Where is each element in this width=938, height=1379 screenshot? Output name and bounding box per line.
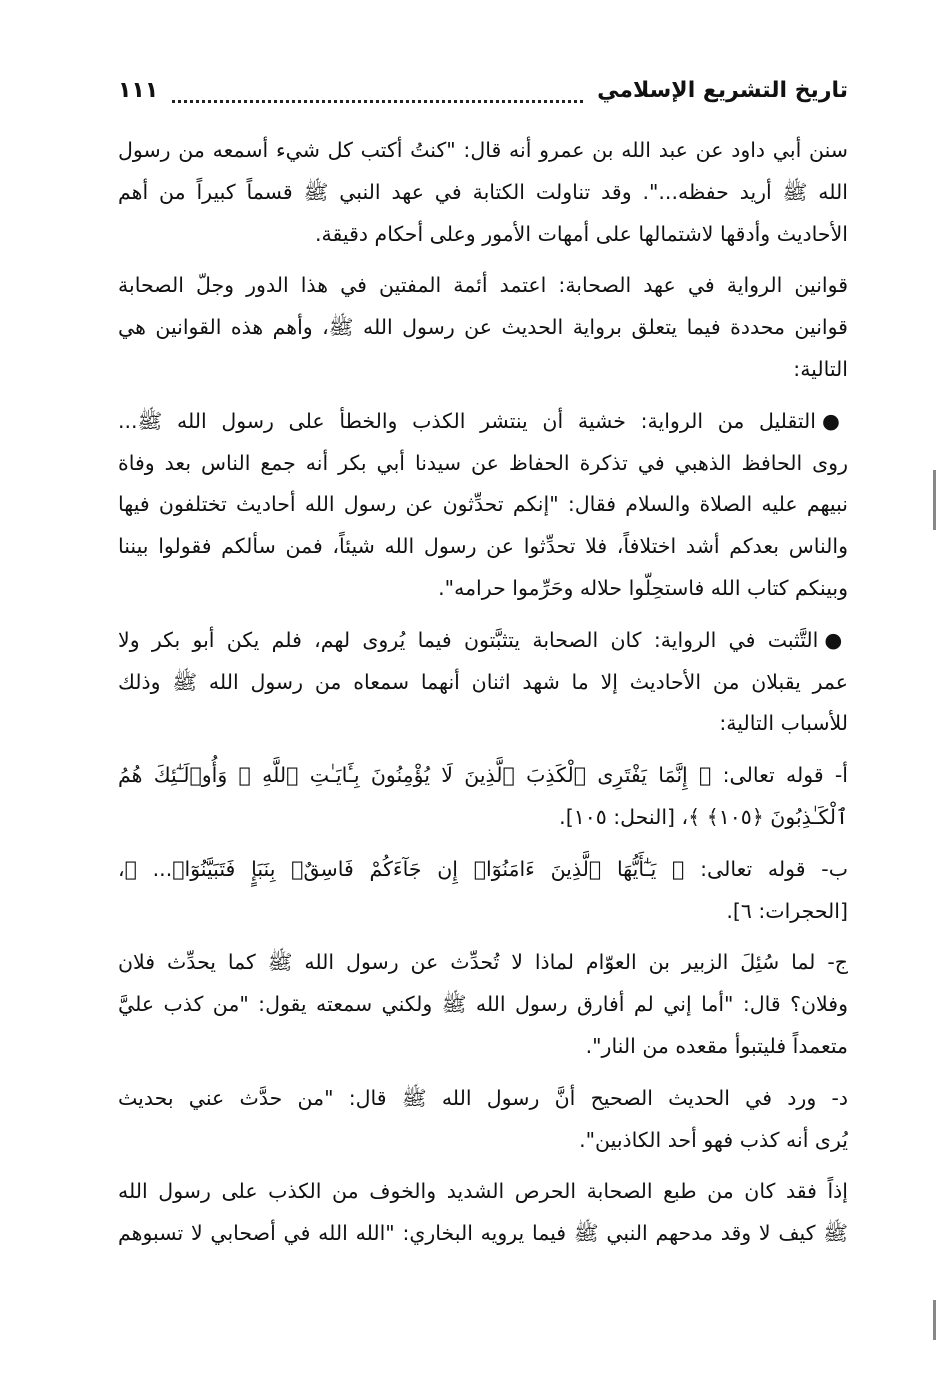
scan-edge-mark [933, 470, 936, 530]
reason-c [118, 942, 848, 1067]
text-line: ٱلْكَـٰذِبُونَ ﴿١٠٥﴾ ﴾، [النحل: ١٠٥]. [559, 804, 848, 829]
text-line: ﷺ كيف لا وقد مدحهم النبي ﷺ فيما يرويه البخاري: "الله الله في أصحابي لا تسبوهم [118, 1221, 848, 1246]
text-line: الله ﷺ أريد حفظه...". وقد تناولت الكتابة في عهد النبي ﷺ قسماً كبيراً من أهم [118, 179, 848, 204]
text-line [118, 401, 848, 443]
text-line: سنن أبي داود عن عبد الله بن عمرو أنه قال: "كنتُ أكتب كل شيء أسمعه من رسول [118, 138, 848, 162]
paragraph-verification [118, 620, 848, 745]
text-line: ب- قوله تعالى: ﴿ يَـٰٓأَيُّهَا ٱلَّذِينَ ءَامَنُوٓا۟ إِن جَآءَكُمْ فَاسِقٌۢ بِنَبَإٍ فَتَبَيَّنُوٓا۟... ﴾، [118, 856, 848, 881]
scan-edge-mark [933, 1300, 936, 1340]
body-text [118, 130, 848, 1255]
text-line: نبيهم عليه الصلاة والسلام فقال: "إنكم تحدِّثون عن رسول الله أحاديث تختلفون فيها [118, 492, 848, 517]
reason-b [118, 849, 848, 933]
text-line: التالية: [793, 356, 848, 381]
paragraph-reducing-narration [118, 401, 848, 610]
text-line [118, 620, 848, 662]
bullet-icon: ● [824, 627, 848, 652]
text-line: أ- قوله تعالى: ﴿ إِنَّمَا يَفْتَرِى ٱلْكَذِبَ ٱلَّذِينَ لَا يُؤْمِنُونَ بِـَٔايَـٰتِ ٱللَّهِ ۖ وَأُو۟لَـٰٓئِكَ هُمُ [118, 763, 848, 788]
text-line: والناس بعدكم أشد اختلافاً، فلا تحدِّثوا عن رسول الله شيئاً، فمن سألكم فقولوا بيننا [118, 534, 848, 559]
paragraph-narration-rules [118, 265, 848, 390]
page-number: ١١١ [118, 78, 159, 103]
text-line: [الحجرات: ٦]. [726, 898, 848, 923]
header-title: تاريخ التشريع الإسلامي [597, 78, 848, 103]
text-line: عمر يقبلان من الأحاديث إلا ما شهد اثنان أنهما سمعاه من رسول الله ﷺ وذلك [118, 669, 848, 694]
reason-a [118, 755, 848, 839]
header-dotted-leader [172, 100, 583, 103]
paragraph-writing-hadith [118, 130, 848, 255]
text-line: متعمداً فليتبوأ مقعده من النار". [585, 1033, 848, 1058]
text-line: ج- لما سُئِلَ الزبير بن العوّام لماذا لا تُحدِّث عن رسول الله ﷺ كما يحدِّث فلان [118, 950, 848, 975]
text-line: روى الحافظ الذهبي في تذكرة الحفاظ عن سيدنا أبي بكر أنه جمع الناس بعد وفاة [118, 450, 848, 475]
text-segment: التقليل من الرواية: خشية أن ينتشر الكذب والخطأ على رسول الله ﷺ... [118, 408, 816, 433]
text-line: إذاً فقد كان من طبع الصحابة الحرص الشديد والخوف من الكذب على رسول الله [118, 1179, 848, 1204]
text-line: وبينكم كتاب الله فاستحِلّوا حلاله وحَرِّموا حرامه". [438, 575, 848, 600]
running-header [118, 78, 848, 130]
text-line: د- ورد في الحديث الصحيح أنَّ رسول الله ﷺ قال: "من حدَّث عني بحديث [118, 1085, 848, 1110]
reason-d [118, 1078, 848, 1162]
bullet-icon: ● [821, 408, 848, 433]
text-segment: التَّثبت في الرواية: كان الصحابة يتثبَّتون فيما يُروى لهم، فلم يكن أبو بكر ولا [118, 627, 819, 652]
text-line: قوانين محددة فيما يتعلق برواية الحديث عن رسول الله ﷺ، وأهم هذه القوانين هي [118, 315, 848, 340]
text-line: يُرى أنه كذب فهو أحد الكاذبين". [579, 1127, 848, 1152]
text-line: للأسباب التالية: [719, 711, 848, 736]
paragraph-conclusion [118, 1171, 848, 1255]
text-line: الأحاديث وأدقها لاشتمالها على أمهات الأمور وعلى أحكام دقيقة. [315, 221, 848, 246]
text-line: قوانين الرواية في عهد الصحابة: اعتمد أئمة المفتين في هذا الدور وجلّ الصحابة [118, 273, 848, 298]
text-line: وفلان؟ قال: "أما إني لم أفارق رسول الله ﷺ ولكني سمعته يقول: "من كذب عليَّ [118, 992, 848, 1017]
